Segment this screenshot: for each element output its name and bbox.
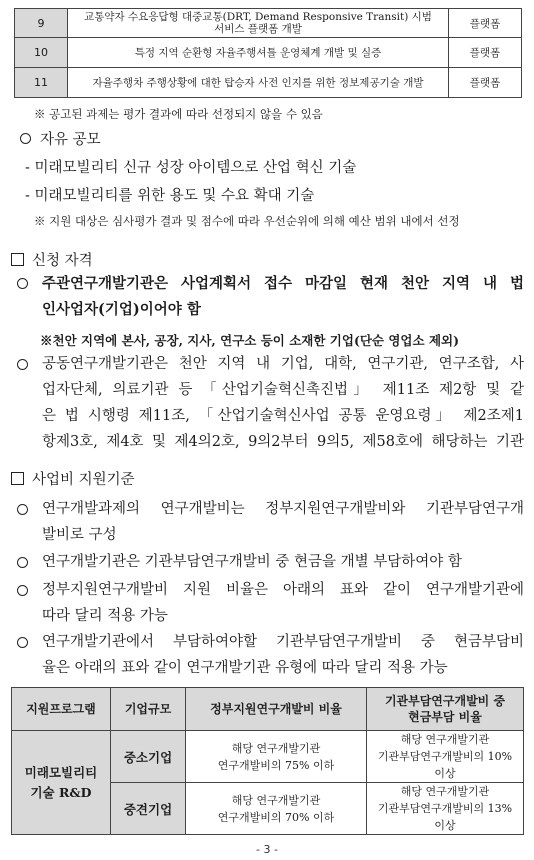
cell-line: 연구개발비의 70% 이하 xyxy=(217,810,335,824)
support-item-line: 율은 아래의 표와 같이 연구개발기관 유형에 따라 달리 적용 가능 xyxy=(42,660,448,676)
support-item-line: 연구개발기관은 기관부담연구개발비 중 현금을 개별 부담하여야 함 xyxy=(42,554,462,570)
free-note: ※ 지원 대상은 심사평가 결과 및 점수에 따라 우선순위에 의해 예산 범위 내에서 선정 xyxy=(34,214,460,228)
support-item-line: 따라 달리 적용 가능 xyxy=(42,608,168,624)
cash-ratio-cell xyxy=(367,783,524,835)
table-header-row xyxy=(12,688,524,731)
circle-bullet-icon xyxy=(17,557,28,568)
eligibility-paragraph-2-line: 공동연구개발기관은 천안 지역 내 기업, 대학, 연구기관, 연구조합, 사 xyxy=(42,356,524,372)
header-line: 기관부담연구개발비 중 xyxy=(384,694,506,708)
table-row xyxy=(15,38,522,68)
eligibility-paragraph-2-line: 항제3호, 제4호 및 제4의2호, 9의2부터 9의5, 제58호에 해당하는 기관 xyxy=(42,434,524,450)
support-item-line: 정부지원연구개발비 지원 비율은 아래의 표와 같이 연구개발기관에 xyxy=(42,582,524,598)
size-cell: 중견기업 xyxy=(111,783,186,835)
table-row xyxy=(12,731,524,783)
row-number: 10 xyxy=(15,38,68,68)
page-number: - 3 - xyxy=(256,843,278,856)
cell-line: 해당 연구개발기관 xyxy=(400,785,490,798)
cell-line: 해당 연구개발기관 xyxy=(231,793,321,807)
header-size: 기업규모 xyxy=(111,688,186,731)
program-line: 미래모빌리티 xyxy=(24,764,98,780)
eligibility-paragraph-2-line: 은 법 시행령 제11조, 「산업기술혁신사업 공통 운영요령」 제2조제1 xyxy=(42,408,524,424)
eligibility-note: ※천안 지역에 본사, 공장, 지사, 연구소 등이 소재한 기업(단순 영업소 제외) xyxy=(40,333,460,348)
row-type: 플랫폼 xyxy=(449,38,522,68)
cell-line: 해당 연구개발기관 xyxy=(231,741,321,755)
support-item-line: 발비로 구성 xyxy=(42,527,117,543)
circle-bullet-icon xyxy=(17,637,28,648)
description-line: 교통약자 수요응답형 대중교통(DRT, Demand Responsive Transit) 시범 xyxy=(84,11,432,23)
cell-line: 기관부담연구개발비의 10% 이상 xyxy=(377,750,513,780)
heading-text: 자유 공모 xyxy=(40,132,101,148)
support-item-line: 연구개발기관에서 부담하여야할 기관부담연구개발비 중 현금부담비 xyxy=(42,634,524,650)
eligibility-paragraph-1: 주관연구개발기관은 사업계획서 접수 마감일 현재 천안 지역 내 법 xyxy=(42,275,524,292)
row-type: 플랫폼 xyxy=(449,9,522,38)
circle-bullet xyxy=(17,556,37,572)
selection-note: ※ 공고된 과제는 평가 결과에 따라 선정되지 않을 수 있음 xyxy=(34,107,323,121)
header-line: 현금부담 비율 xyxy=(408,710,482,724)
table-row xyxy=(15,68,522,98)
row-description xyxy=(68,9,449,38)
row-number: 9 xyxy=(15,9,68,38)
cell-line: 기관부담연구개발비의 13% 이상 xyxy=(377,802,513,832)
cash-ratio-cell xyxy=(367,731,524,783)
eligibility-paragraph-1-cont: 인사업자(기업)이어야 함 xyxy=(42,301,201,318)
gov-ratio-cell xyxy=(186,731,367,783)
square-bullet-icon xyxy=(11,253,24,266)
project-list-table xyxy=(14,8,522,98)
program-line: 기술 R&D xyxy=(30,784,92,800)
cell-line: 해당 연구개발기관 xyxy=(400,733,490,746)
section-heading-eligibility xyxy=(11,249,93,270)
circle-bullet xyxy=(17,636,37,652)
circle-bullet xyxy=(17,584,37,600)
heading-text: 사업비 지원기준 xyxy=(32,472,135,488)
row-description: 자율주행차 주행상황에 대한 탑승자 사전 인지를 위한 정보제공기술 개발 xyxy=(68,68,449,98)
support-item-line: 연구개발과제의 연구개발비는 정부지원연구개발비와 기관부담연구개 xyxy=(42,501,524,517)
table-row xyxy=(15,9,522,38)
circle-bullet-icon xyxy=(17,585,28,596)
header-program: 지원프로그램 xyxy=(12,688,111,731)
cell-line: 연구개발비의 75% 이하 xyxy=(217,758,335,772)
free-item: - 미래모빌리티를 위한 용도 및 수요 확대 기술 xyxy=(25,188,315,204)
circle-bullet xyxy=(17,358,37,374)
ratio-table xyxy=(11,687,524,835)
free-item: - 미래모빌리티 신규 성장 아이템으로 산업 혁신 기술 xyxy=(25,160,357,176)
gov-ratio-cell xyxy=(186,783,367,835)
free-proposal-heading xyxy=(20,128,101,149)
header-cash-ratio xyxy=(367,688,524,731)
size-cell: 중소기업 xyxy=(111,731,186,783)
section-heading-support xyxy=(11,468,135,489)
square-bullet-icon xyxy=(11,472,24,485)
circle-bullet-icon xyxy=(17,504,28,515)
heading-text: 신청 자격 xyxy=(32,253,93,269)
circle-bullet xyxy=(17,277,37,293)
description-line: 서비스 플랫폼 개발 xyxy=(214,23,302,35)
eligibility-paragraph-2-line: 업자단체, 의료기관 등 「산업기술혁신촉진법」 제11조 제2항 및 같 xyxy=(42,382,524,398)
row-description: 특정 지역 순환형 자율주행셔틀 운영체계 개발 및 실증 xyxy=(68,38,449,68)
row-number: 11 xyxy=(15,68,68,98)
circle-bullet-icon xyxy=(17,278,28,289)
circle-bullet-icon xyxy=(17,359,28,370)
program-cell xyxy=(12,731,111,835)
row-type: 플랫폼 xyxy=(449,68,522,98)
circle-bullet-icon xyxy=(20,133,31,144)
circle-bullet xyxy=(17,503,37,519)
header-gov-ratio: 정부지원연구개발비 비율 xyxy=(186,688,367,731)
